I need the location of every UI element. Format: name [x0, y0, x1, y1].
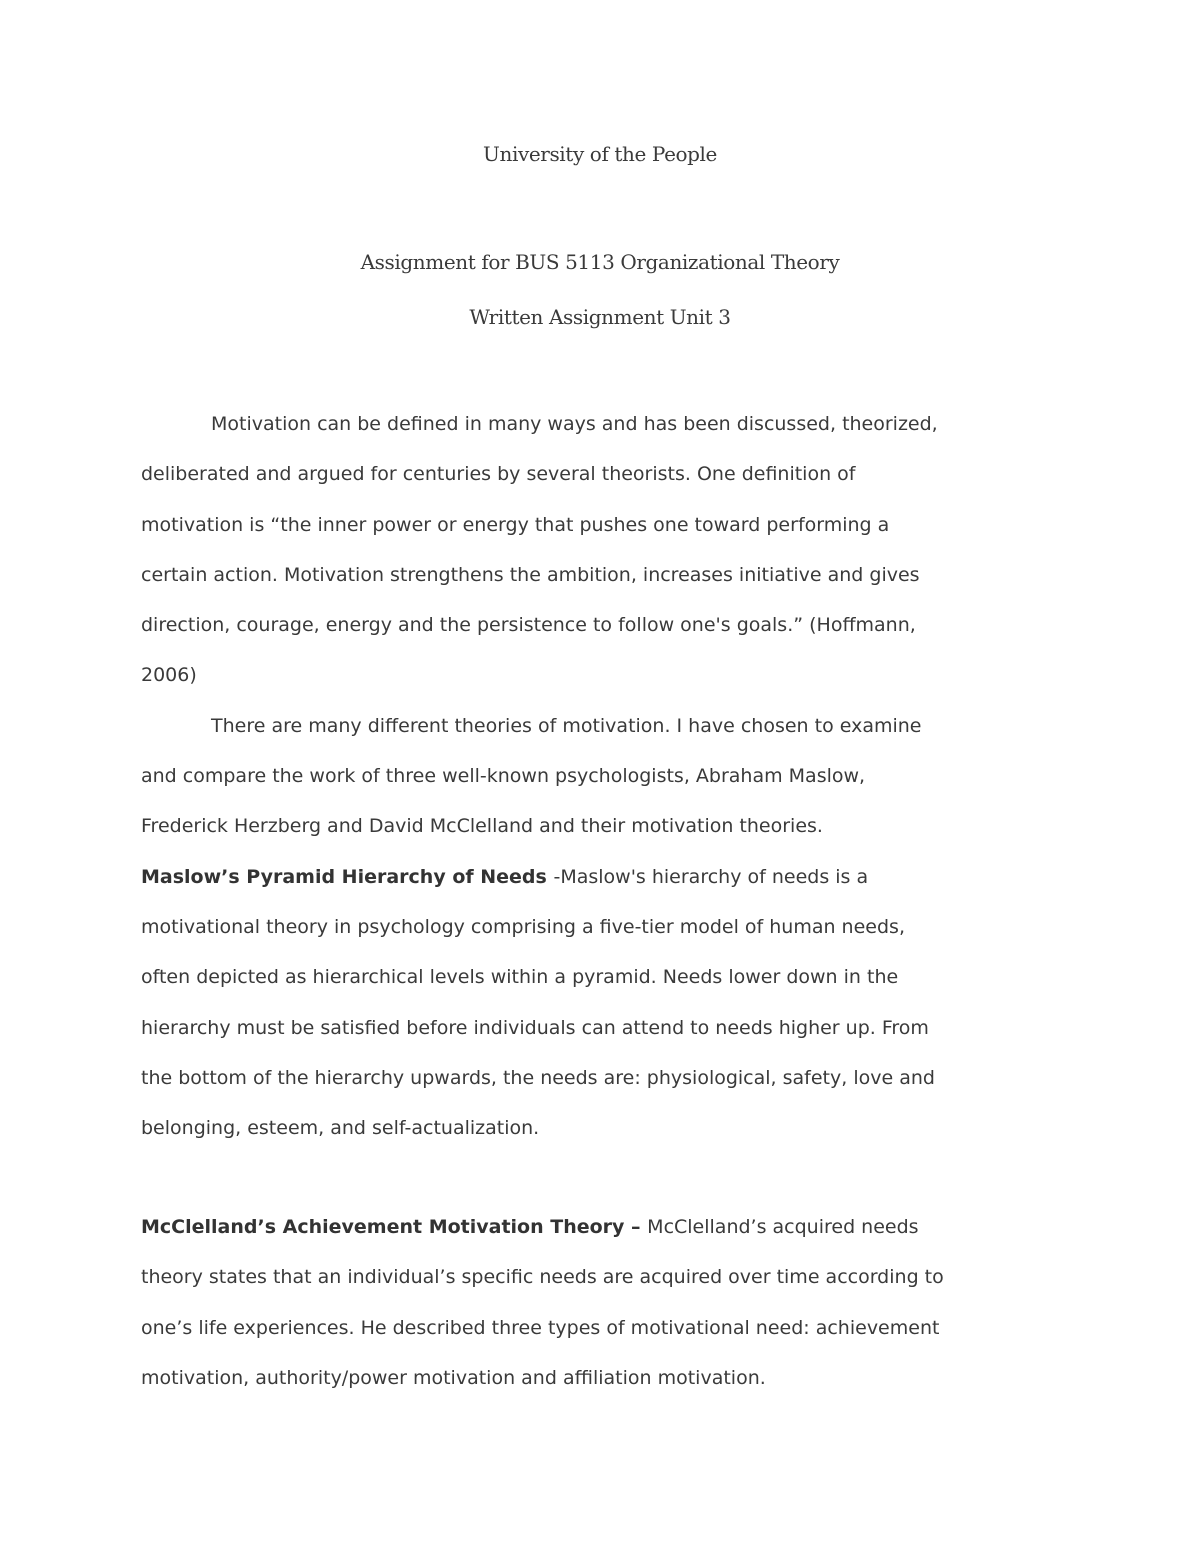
- paragraph-1-line: direction, courage, energy and the persistence to follow one's goals.” (Hoffmann,: [141, 614, 916, 637]
- paragraph-2-line: Frederick Herzberg and David McClelland and their motivation theories.: [141, 815, 823, 838]
- assignment-title: Assignment for BUS 5113 Organizational Theory: [360, 250, 840, 274]
- mcclelland-line: theory states that an individual’s specific needs are acquired over time according to: [141, 1266, 944, 1289]
- paragraph-1-line: certain action. Motivation strengthens the ambition, increases initiative and gives: [141, 563, 920, 586]
- paragraph-1-line: deliberated and argued for centuries by several theorists. One definition of: [141, 463, 856, 486]
- paragraph-1-line: Motivation can be defined in many ways and has been discussed, theorized,: [211, 413, 938, 435]
- maslow-line: motivational theory in psychology comprising a five-tier model of human needs,: [141, 915, 905, 938]
- maslow-line: the bottom of the hierarchy upwards, the needs are: physiological, safety, love and: [141, 1066, 935, 1089]
- mcclelland-line: motivation, authority/power motivation and affiliation motivation.: [141, 1366, 766, 1389]
- body-section-1: [141, 399, 1061, 1153]
- mcclelland-line: one’s life experiences. He described three types of motivational need: achievement: [141, 1316, 940, 1339]
- mcclelland-heading: McClelland’s Achievement Motivation Theory –: [141, 1216, 648, 1238]
- paragraph-1-line: motivation is “the inner power or energy that pushes one toward performing a: [141, 513, 890, 536]
- university-name: University of the People: [483, 142, 717, 166]
- paragraph-1-line: 2006): [141, 664, 197, 687]
- mcclelland-line: McClelland’s Achievement Motivation Theory – McClelland’s acquired needs: [141, 1216, 919, 1238]
- unit-title: Written Assignment Unit 3: [469, 305, 731, 329]
- maslow-line: hierarchy must be satisfied before individuals can attend to needs higher up. From: [141, 1016, 929, 1039]
- maslow-heading: Maslow’s Pyramid Hierarchy of Needs: [141, 865, 554, 888]
- body-section-2: [141, 1202, 1061, 1403]
- maslow-line: often depicted as hierarchical levels within a pyramid. Needs lower down in the: [141, 966, 899, 989]
- maslow-line: Maslow’s Pyramid Hierarchy of Needs -Maslow's hierarchy of needs is a: [141, 865, 869, 888]
- maslow-line: belonging, esteem, and self-actualization.: [141, 1117, 540, 1140]
- paragraph-2-line: and compare the work of three well-known psychologists, Abraham Maslow,: [141, 765, 866, 788]
- paragraph-2-line: There are many different theories of motivation. I have chosen to examine: [211, 714, 922, 737]
